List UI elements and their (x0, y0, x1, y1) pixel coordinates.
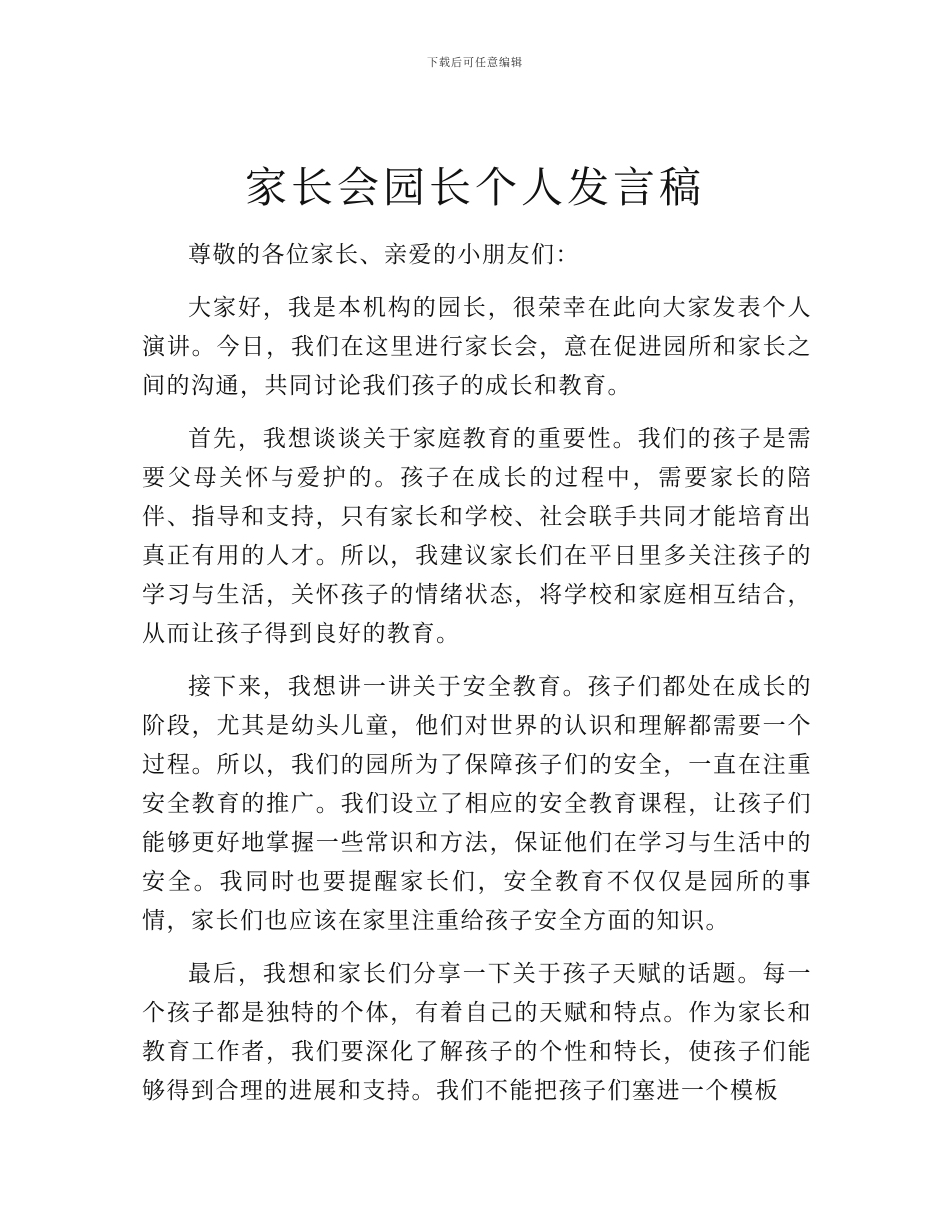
paragraph-intro: 大家好，我是本机构的园长，很荣幸在此向大家发表个人演讲。今日，我们在这里进行家长会，意在促进园所和家长之间的沟通，共同讨论我们孩子的成长和教育。 (142, 295, 812, 399)
paragraph-talent: 最后，我想和家长们分享一下关于孩子天赋的话题。每一个孩子都是独特的个体，有着自己的天赋和特点。作为家长和教育工作者，我们要深化了解孩子的个性和特长，使孩子们能够得到合理的进展和支持。我们不能把孩子们塞进一个模板 (142, 961, 812, 1104)
paragraph-safety-education: 接下来，我想讲一讲关于安全教育。孩子们都处在成长的阶段，尤其是幼头儿童，他们对世界的认识和理解都需要一个过程。所以，我们的园所为了保障孩子们的安全，一直在注重安全教育的推广。我们设立了相应的安全教育课程，让孩子们能够更好地掌握一些常识和方法，保证他们在学习与生活中的安全。我同时也要提醒家长们，安全教育不仅仅是园所的事情，家长们也应该在家里注重给孩子安全方面的知识。 (142, 674, 812, 934)
page-header-note: 下载后可任意编辑 (427, 56, 523, 69)
paragraph-greeting: 尊敬的各位家长、亲爱的小朋友们： (188, 242, 580, 268)
paragraph-family-education: 首先，我想谈谈关于家庭教育的重要性。我们的孩子是需要父母关怀与爱护的。孩子在成长的过程中，需要家长的陪伴、指导和支持，只有家长和学校、社会联手共同才能培育出真正有用的人才。所以，我建议家长们在平日里多关注孩子的学习与生活，关怀孩子的情绪状态，将学校和家庭相互结合，从而让孩子得到良好的教育。 (142, 426, 812, 647)
document-body (142, 236, 812, 1125)
document-title: 家长会园长个人发言稿 (244, 163, 705, 212)
